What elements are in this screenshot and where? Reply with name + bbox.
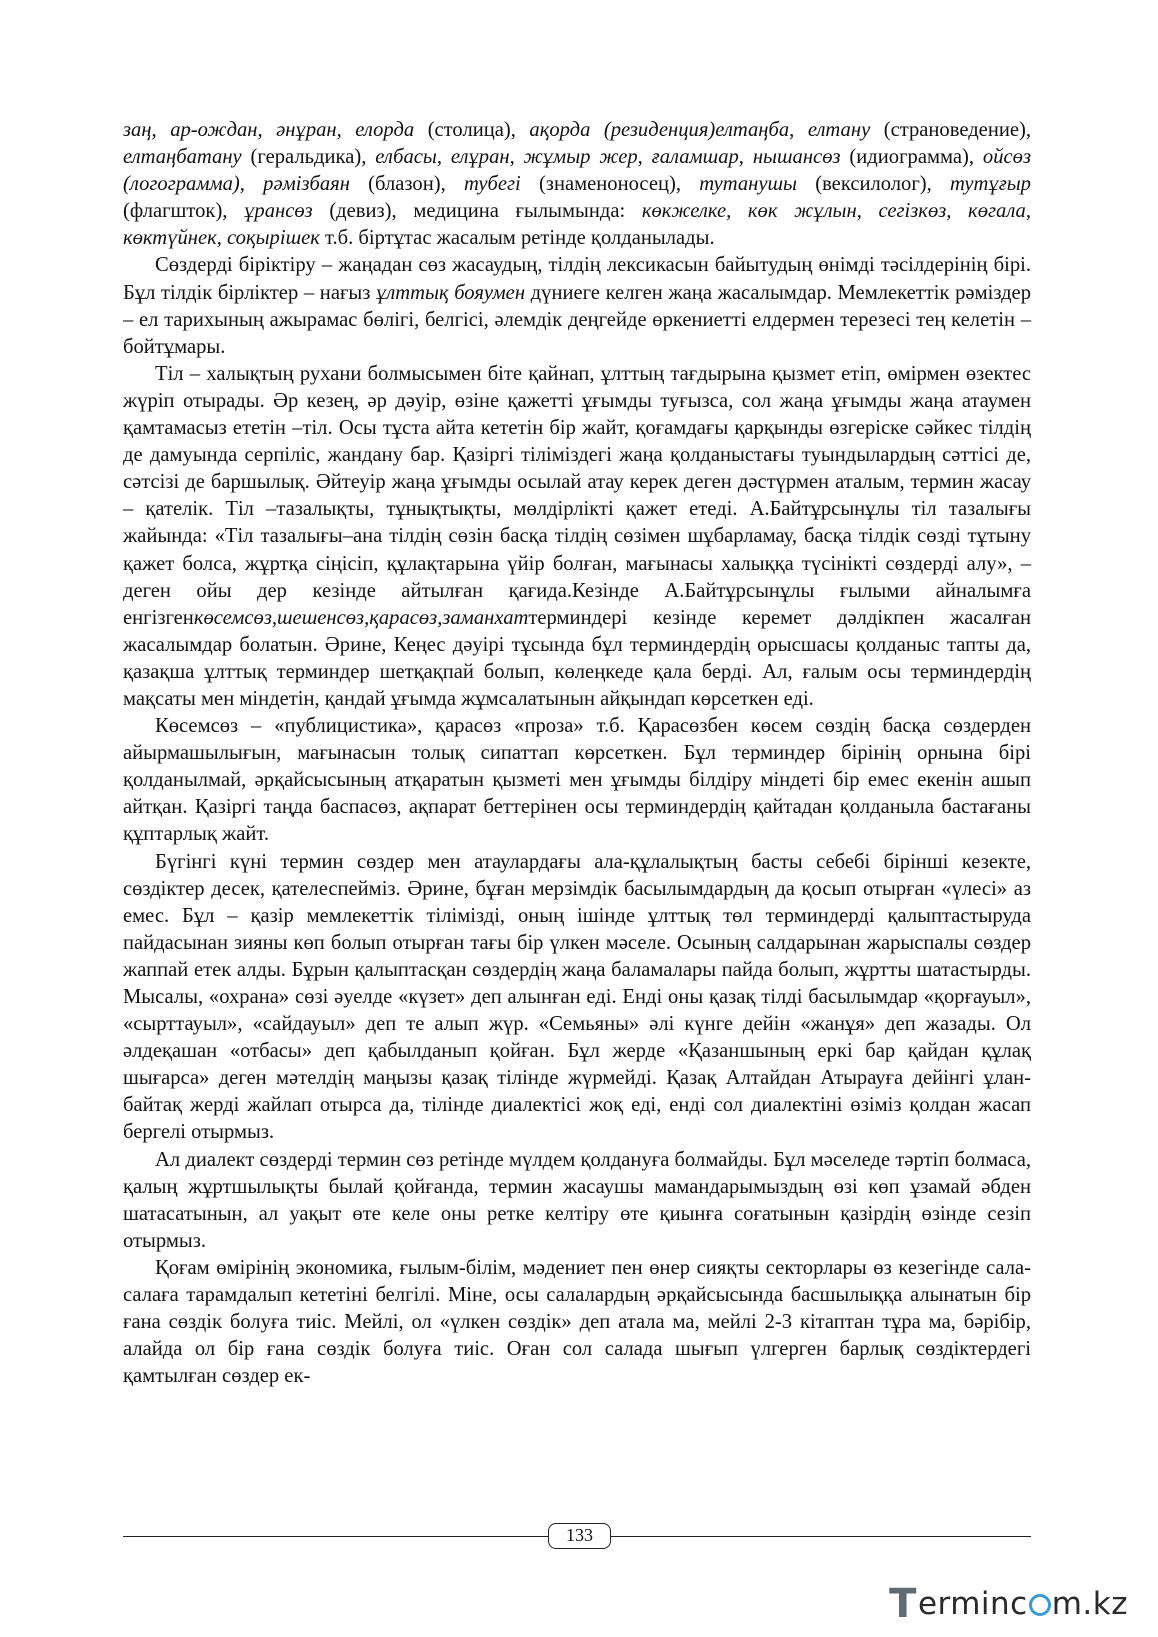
italic-term: тубегі — [463, 173, 521, 196]
italic-term: көкжелке, көк жұлын, сегізкөз, көгала, көктүйнек, соқырішек — [123, 200, 1031, 250]
text-run: (блазон), — [349, 173, 464, 196]
italic-term: ұрансөз — [244, 200, 313, 223]
italic-term: ақорда (резиденция)елтаңба, елтану — [529, 119, 871, 141]
text-run: (флагшток), — [123, 200, 245, 223]
text-run: Ал диалект сөздерді термин сөз ретінде мүлдем қолдануға болмайды. Бұл мәселеде тәртіп болмаса, қалың жұртшылықты былай қойғанда, термин жасаушы мамандарымыздың өзі көп ұзамай әбден шатасатынын, ал уақыт өте келе оны ретке келтіру өте қиынға соғатынын қазірдің өзінде сезіп отырмыз. — [123, 1148, 1031, 1252]
text-run: Көсемсөз – «публицистика», қарасөз «проза» т.б. Қарасөзбен көсем сөздің басқа сөздерден айырмашылығын, мағынасын толық сипаттап көрсеткен. Бұл терминдер бірінің орнына бірі қолданылмай, әрқайсысының атқаратын қызметі мен ұғымды білдіру міндеті бір емес екенін ашып айтқан. Қазіргі таңда баспасөз, ақпарат беттерінен осы терминдердің қайтадан қолданыла бастағаны құптарлық жайт. — [123, 715, 1031, 846]
watermark-ring-icon — [1029, 1594, 1051, 1616]
text-run: (девиз), медицина ғылымында: — [312, 200, 642, 223]
italic-term: тутұғыр — [950, 173, 1031, 196]
italic-term: елбасы, елұран, жұмыр жер, ғаламшар, нышансөз — [375, 146, 841, 169]
italic-term: ұлттық бояумен — [376, 281, 526, 304]
text-run: (геральдика), — [241, 146, 376, 169]
italic-term: елтаңбатану — [123, 146, 242, 169]
paragraph-5 — [123, 849, 1031, 1147]
paragraph-1 — [123, 117, 1031, 252]
footer-rule-left — [123, 1536, 548, 1537]
text-run: Бүгінгі күні термин сөздер мен атаулардағы ала-құлалықтың басты себебі бірінші кезекте, сөздіктер десек, қателеспейміз. Әрине, бұған мерзімдік басылымдардың да қосып отырған «үлесі» аз емес. Бұл – қазір мемлекеттік тілімізді, оның ішінде ұлттық төл терминдерді қалыптастыруда пайдасынан зияны көп болып отырған тағы бір үлкен мәселе. Осының салдарынан жарыспалы сөздер жаппай етек алды. Бұрын қалыптасқан сөздердің жаңа баламалары пайда болып, жұртты шатастырды. Мысалы, «охрана» сөзі әуелде «күзет» деп алынған еді. Енді оны қазақ тілді басылымдар «қорғауыл», «сырттауыл», «сайдауыл» деп те алып жүр. «Семьяны» әлі күнге дейін «жанұя» деп жазады. Ол әлдеқашан «отбасы» деп қабылданып қойған. Бұл жерде «Қазаншының еркі бар қайдан құлақ шығарса» деген мәтелдің маңызы қазақ тілінде жүрмейді. Қазақ Алтайдан Атырауға дейінгі ұлан-байтақ жерді жайлап отырса да, тілінде диалектісі жоқ еді, енді сол диалектіні өзіміз қолдан жасап бергелі отырмыз. — [123, 850, 1031, 1144]
text-run: (знаменоносец), — [520, 173, 700, 196]
paragraph-7 — [123, 1255, 1031, 1390]
text-run: терминдері кезінде керемет дәлдікпен жасалған жасалымдар болатын. Әрине, Кеңес дәуірі тұсында бұл терминдердің орысшасы қолданыс тапты да, қазақша ұлттық терминдер шетқақпай болып, көлеңкеде қала берді. Ал, ғалым осы терминдердің мақсаты мен міндетін, қандай ұғымда жұмсалатынын айқындап көрсеткен еді. — [123, 606, 1031, 710]
footer-rule-right — [611, 1536, 1031, 1537]
text-run: Сөздерді біріктіру – жаңадан сөз жасаудың, тілдің лексикасын байытудың өнімді тәсілдерінің бірі. Бұл тілдік бірліктер – нағыз — [123, 254, 1031, 304]
page-number: 133 — [548, 1523, 611, 1549]
italic-term: көсемсөз,шешенсөз,қарасөз,заманхат — [193, 606, 529, 629]
watermark-text-a: erminc — [917, 1586, 1028, 1622]
paragraph-2 — [123, 252, 1031, 360]
text-run: т.б. біртұтас жасалым ретінде қолданылады. — [319, 227, 715, 250]
text-run: (столица), — [414, 119, 530, 141]
watermark-text-b: m.kz — [1051, 1586, 1128, 1622]
paragraph-3 — [123, 361, 1031, 713]
paragraph-6 — [123, 1147, 1031, 1255]
text-run: (страноведение), — [870, 119, 1032, 141]
text-run: (вексилолог), — [797, 173, 951, 196]
body-text — [123, 117, 1031, 1390]
site-watermark-logo — [889, 1582, 1128, 1626]
paragraph-4 — [123, 713, 1031, 848]
text-run: дүниеге келген жаңа жасалымдар. Мемлекеттік рәміздер – ел тарихының ажырамас бөлігі, белгісі, әлемдік деңгейде өркениетті елдермен терезесі тең келетін – бойтұмары. — [123, 281, 1031, 358]
text-run: (идиограмма), — [840, 146, 983, 169]
text-run: Тіл – халықтың рухани болмысымен біте қайнап, ұлттың тағдырына қызмет етіп, өмірмен өзектес жүріп отырады. Әр кезең, әр дәуір, өзіне қажетті ұғымды туғызса, сол жаңа ұғымды жаңа атаумен қамтамасыз ететін –тіл. Осы тұста айта кететін бір жайт, қоғамдағы қарқынды өзгеріске сәйкес тілдің де дамуында серпіліс, жандану бар. Қазіргі тіліміздегі жаңа қолданыстағы туындылардың сәттісі де, сәтсізі де баршылық. Әйтеуір жаңа ұғымды осылай атау керек деген дәстүрмен аталым, термин жасау – қателік. Тіл –тазалықты, тұнықтықты, мөлдірлікті қажет етеді. А.Байтұрсынұлы тіл тазалығы жайында: «Тіл тазалығы–ана тілдің сөзін басқа тілдің сөзімен шұбарламау, басқа тілдік сөзді тұтыну қажет болса, жұртқа сіңісіп, құлақтарына үйір болған, мағынасы халыққа түсінікті сөздерді алу», – деген ойы дер кезінде айтылған қағида.Кезінде А.Байтұрсынұлы ғылыми айналымға енгізген — [123, 362, 1031, 629]
italic-term: заң, ар-ождан, әнұран, елорда — [123, 119, 415, 141]
italic-term: ойсөз (логограмма), рәмізбаян — [123, 146, 1031, 196]
watermark-t-letter: T — [889, 1581, 917, 1627]
text-run: Қоғам өмірінің экономика, ғылым-білім, мәдениет пен өнер сияқты секторлары өз кезегінде сала-салаға тарамдалып кететіні белгілі. Міне, осы салалардың әрқайсысында басшылыққа алынатын бір ғана сөздік болуға тиіс. Мейлі, ол «үлкен сөздік» деп атала ма, мейлі 2-3 кітаптан тұра ма, бәрібір, алайда ол бір ғана сөздік болуға тиіс. Оған сол салада шығып үлгерген барлық сөздіктердегі қамтылған сөздер ек- — [123, 1256, 1031, 1388]
italic-term: тутанушы — [699, 173, 797, 196]
